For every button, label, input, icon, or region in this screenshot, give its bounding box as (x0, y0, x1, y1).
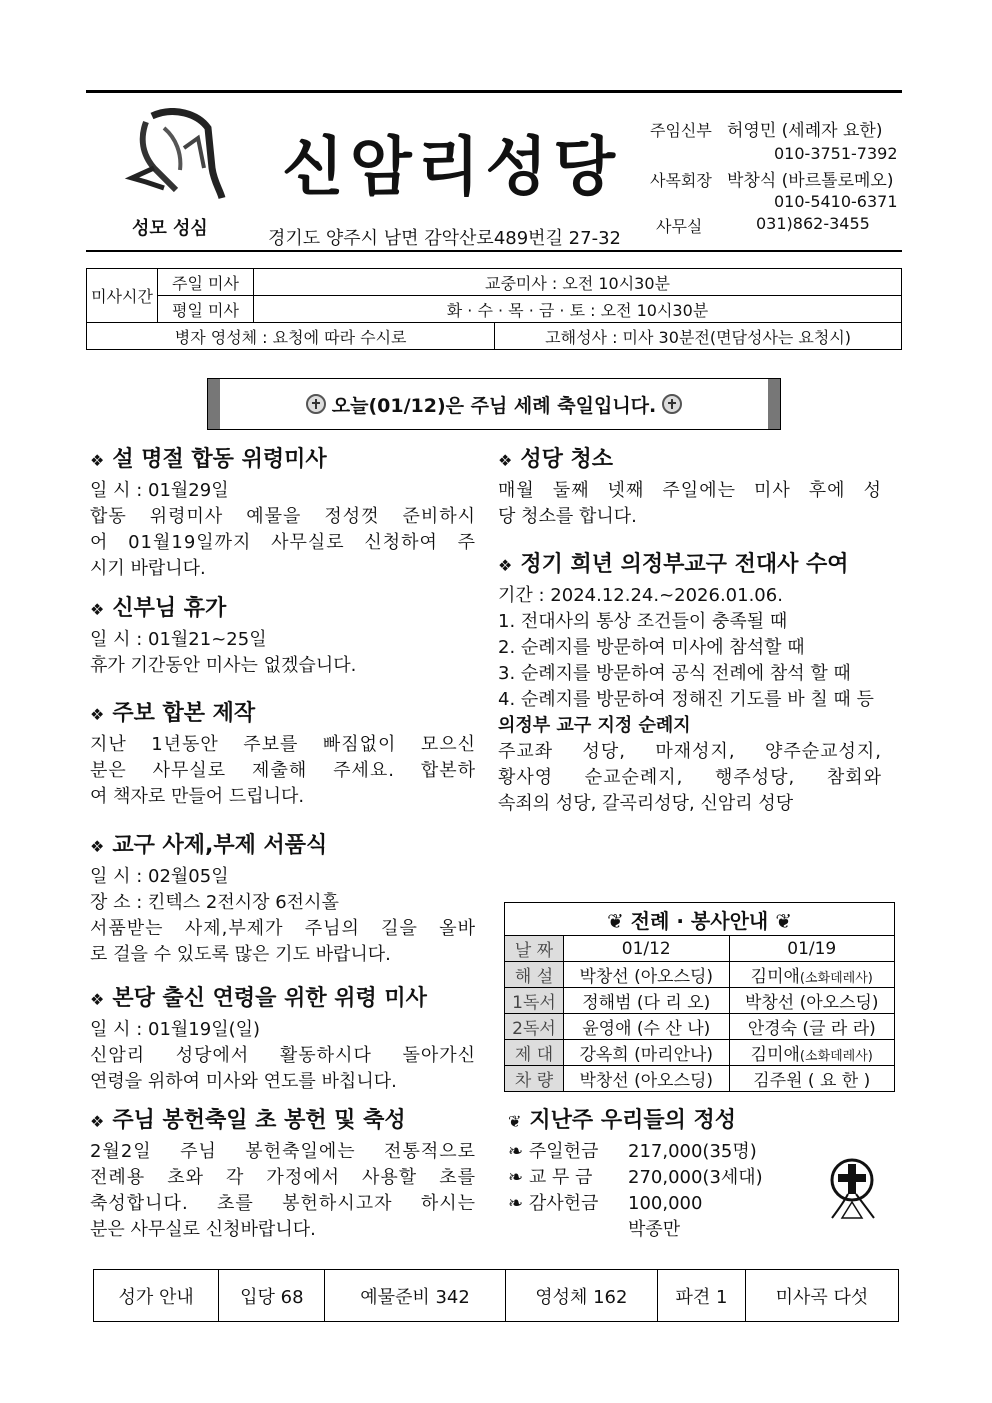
announce-pastor-vacation (90, 592, 476, 679)
indulgence-period: 기간 : 2024.12.24.~2026.01.06. (498, 585, 783, 606)
section-line: 분은 사무실로 신청바랍니다. (90, 1219, 316, 1240)
section-title: 주님 봉헌축일 초 봉헌 및 축성 (112, 1108, 406, 1133)
offering-section (508, 1104, 808, 1243)
confession-info: 고해성사 : 미사 30분전(면담성사는 요청시) (495, 323, 902, 350)
section-line: 시기 바랍니다. (90, 558, 206, 579)
hymn-cell: 성가 안내 (94, 1270, 219, 1322)
banner-left-bar (208, 379, 220, 429)
heart-logo-icon (124, 108, 228, 204)
parish-title: 신암리성당 (282, 131, 622, 205)
role-label: 해 설 (505, 962, 564, 988)
section-title: 설 명절 합동 위령미사 (112, 447, 327, 472)
offering-value: 100,000 (628, 1193, 703, 1214)
section-line: 서품받는 사제,부제가 주님의 길을 올바 (90, 918, 476, 939)
assignee-name: 김미애 (750, 1045, 800, 1065)
hymn-guide-table (93, 1269, 899, 1322)
weekday-mass-label: 평일 미사 (158, 296, 254, 323)
diamond-bullet-icon: ❖ (498, 556, 513, 575)
offering-row (508, 1165, 808, 1191)
announce-memorial-mass (90, 443, 476, 582)
offering-row (508, 1191, 808, 1217)
header-rule (86, 250, 902, 252)
pilgrim-title: 의정부 교구 지정 순례지 (498, 715, 691, 736)
cross-medal-icon (306, 394, 326, 414)
pilgrim-line: 속죄의 성당, 갈곡리성당, 신암리 성당 (498, 793, 794, 814)
leaf-icon: ❦ (775, 908, 792, 933)
date-label: 날 짜 (505, 936, 564, 962)
liturgy-schedule-table (504, 902, 895, 1092)
announce-church-cleaning (498, 443, 882, 530)
assignee: 박창선 (아오스딩) (564, 1066, 730, 1092)
indulgence-item: 3. 순례지를 방문하여 공식 전례에 참석 할 때 (498, 663, 851, 684)
office-phone: 031)862-3455 (756, 214, 870, 233)
diamond-bullet-icon: ❖ (90, 1112, 105, 1131)
assignee: 김주원 ( 요 한 ) (729, 1066, 895, 1092)
hymn-cell: 영성체 162 (505, 1270, 657, 1322)
section-title: 정기 희년 의정부교구 전대사 수여 (520, 552, 849, 577)
section-line: 2월2일 주님 봉헌축일에는 전통적으로 (90, 1141, 476, 1162)
council-name: 박창식 (바르톨로메오) (727, 171, 894, 191)
diamond-bullet-icon: ❖ (90, 451, 105, 470)
section-line: 분은 사무실로 제출해 주세요. 합본하 (90, 760, 476, 781)
offering-label: 교 무 금 (528, 1167, 593, 1188)
date-col-1: 01/12 (564, 936, 730, 962)
hymn-cell: 미사곡 다섯 (745, 1270, 898, 1322)
section-line: 당 청소를 합니다. (498, 506, 637, 527)
banner-text: 오늘(01/12)은 주님 세례 축일입니다. (331, 394, 657, 417)
pastor-label: 주임신부 (650, 121, 712, 140)
council-label: 사목회장 (650, 171, 712, 190)
assignee (729, 1040, 895, 1066)
assignee: 강옥희 (마리안나) (564, 1040, 730, 1066)
hymn-cell: 예물준비 342 (325, 1270, 505, 1322)
indulgence-item: 2. 순례지를 방문하여 미사에 참석할 때 (498, 637, 805, 658)
announce-candlemas (90, 1104, 476, 1243)
pastor-name: 허영민 (세례자 요한) (727, 121, 883, 141)
table-row (505, 1014, 895, 1040)
table-row (505, 962, 895, 988)
announce-deceased-mass (90, 982, 476, 1095)
assignee-note: (소화데레사) (799, 971, 873, 986)
diamond-bullet-icon: ❖ (90, 990, 105, 1009)
section-title: 성당 청소 (520, 447, 614, 472)
offering-donor: 박종만 (628, 1219, 681, 1240)
assignee-note: (소화데레사) (799, 1049, 873, 1064)
offering-row (508, 1139, 808, 1165)
offering-label: 감사헌금 (528, 1193, 599, 1214)
role-label: 차 량 (505, 1066, 564, 1092)
table-row (505, 1066, 895, 1092)
offering-row (508, 1217, 808, 1243)
assignee: 윤영애 (수 산 나) (564, 1014, 730, 1040)
section-line: 어 01월19일까지 사무실로 신청하여 주 (90, 532, 476, 553)
section-line: 일 시 : 01월21~25일 (90, 629, 267, 650)
assignee (729, 962, 895, 988)
leaf-bullet-icon: ❧ (508, 1193, 529, 1214)
pastor-phone: 010-3751-7392 (774, 144, 898, 163)
indulgence-item: 1. 전대사의 통상 조건들이 충족될 때 (498, 611, 788, 632)
parish-motto: 성모 성심 (132, 218, 208, 239)
section-line: 일 시 : 02월05일 (90, 866, 229, 887)
assignee: 박창선 (아오스딩) (729, 988, 895, 1014)
sunday-mass-label: 주일 미사 (158, 269, 254, 296)
section-line: 로 걸을 수 있도록 많은 기도 바랍니다. (90, 944, 391, 965)
parish-address: 경기도 양주시 남면 감악산로489번길 27-32 (268, 228, 621, 249)
diamond-bullet-icon: ❖ (498, 451, 513, 470)
assignee: 정해범 (다 리 오) (564, 988, 730, 1014)
schedule-title-text: 전례 · 봉사안내 (630, 908, 769, 933)
section-line: 여 책자로 만들어 드립니다. (90, 786, 305, 807)
section-line: 전례용 초와 각 가정에서 사용할 초를 (90, 1167, 476, 1188)
praying-cross-icon (826, 1158, 880, 1220)
weekday-mass-value: 화 · 수 · 목 · 금 · 토 : 오전 10시30분 (254, 296, 902, 323)
offering-value: 270,000(3세대) (628, 1167, 763, 1188)
table-row (505, 988, 895, 1014)
section-line: 일 시 : 01월29일 (90, 480, 229, 501)
pilgrim-line: 주교좌 성당, 마재성지, 양주순교성지, (498, 741, 882, 762)
mass-time-label: 미사시간 (87, 269, 158, 323)
offering-value: 217,000(35명) (628, 1141, 757, 1162)
diamond-bullet-icon: ❖ (90, 837, 105, 856)
section-line: 신암리 성당에서 활동하시다 돌아가신 (90, 1045, 476, 1066)
section-line: 장 소 : 킨텍스 2전시장 6전시홀 (90, 892, 339, 913)
sunday-mass-value: 교중미사 : 오전 10시30분 (254, 269, 902, 296)
indulgence-item: 4. 순례지를 방문하여 정해진 기도를 바 칠 때 등 (498, 689, 874, 710)
leaf-bullet-icon: ❧ (508, 1141, 529, 1162)
section-title: 교구 사제,부제 서품식 (112, 833, 328, 858)
section-line: 축성합니다. 초를 봉헌하시고자 하시는 (90, 1193, 476, 1214)
section-title: 본당 출신 연령을 위한 위령 미사 (112, 986, 427, 1011)
hymn-cell: 입당 68 (219, 1270, 325, 1322)
offering-label: 주일헌금 (528, 1141, 599, 1162)
offering-title: 지난주 우리들의 정성 (529, 1108, 736, 1133)
role-label: 제 대 (505, 1040, 564, 1066)
role-label: 1독서 (505, 988, 564, 1014)
section-line: 휴가 기간동안 미사는 없겠습니다. (90, 655, 357, 676)
council-phone: 010-5410-6371 (774, 192, 898, 211)
sick-communion: 병자 영성체 : 요청에 따라 수시로 (87, 323, 495, 350)
hymn-cell: 파견 1 (658, 1270, 746, 1322)
announce-bulletin-binding (90, 697, 476, 810)
leaf-icon: ❦ (508, 1112, 522, 1131)
section-line: 일 시 : 01월19일(일) (90, 1019, 261, 1040)
section-line: 매월 둘째 넷째 주일에는 미사 후에 성 (498, 480, 882, 501)
section-line: 지난 1년동안 주보를 빠짐없이 모으신 (90, 734, 476, 755)
mass-info-table (86, 268, 902, 350)
pilgrim-line: 황사영 순교순례지, 행주성당, 참회와 (498, 767, 882, 788)
cross-medal-icon (662, 394, 682, 414)
assignee-name: 김미애 (750, 967, 800, 987)
schedule-title (505, 903, 895, 936)
leaf-bullet-icon: ❧ (508, 1167, 529, 1188)
feast-banner (207, 378, 781, 430)
announce-jubilee-indulgence (498, 548, 882, 817)
section-line: 합동 위령미사 예물을 정성껏 준비하시 (90, 506, 476, 527)
top-rule (86, 90, 902, 93)
diamond-bullet-icon: ❖ (90, 600, 105, 619)
announce-ordination (90, 829, 476, 968)
section-line: 연령을 위하여 미사와 연도를 바칩니다. (90, 1071, 397, 1092)
office-label: 사무실 (656, 217, 703, 236)
diamond-bullet-icon: ❖ (90, 705, 105, 724)
assignee: 박창선 (아오스딩) (564, 962, 730, 988)
date-col-2: 01/19 (729, 936, 895, 962)
role-label: 2독서 (505, 1014, 564, 1040)
section-title: 신부님 휴가 (112, 596, 227, 621)
table-row (505, 1040, 895, 1066)
leaf-icon: ❦ (607, 908, 624, 933)
banner-right-bar (768, 379, 780, 429)
section-title: 주보 합본 제작 (112, 701, 256, 726)
assignee: 안경숙 (글 라 라) (729, 1014, 895, 1040)
